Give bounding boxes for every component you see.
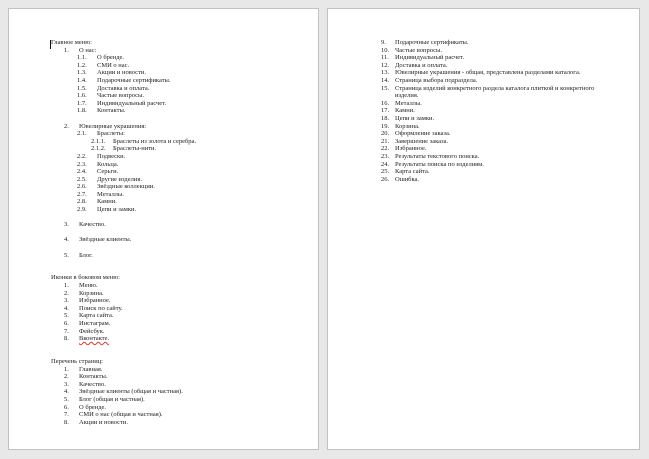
- list-item[interactable]: [64, 328, 307, 336]
- list-item-text: Качество.: [79, 380, 106, 388]
- list-item[interactable]: [64, 297, 307, 305]
- list-item-text: О нас:: [79, 46, 97, 54]
- list-item-text: Результаты текстового поиска.: [395, 152, 480, 160]
- list-item[interactable]: [64, 236, 307, 244]
- list-item-text: Результаты поиска по изделиям.: [395, 160, 484, 168]
- list-item[interactable]: [77, 54, 307, 62]
- list-marker: 2.: [64, 122, 69, 130]
- list-item-text: Индивидуальный расчет.: [97, 99, 167, 107]
- list-item[interactable]: [64, 320, 307, 328]
- blank-line: [51, 350, 307, 358]
- list-item-text: Цепи и замки.: [395, 114, 435, 122]
- list-marker: 5.: [64, 312, 69, 320]
- list-marker: 3.: [64, 221, 69, 229]
- list-marker: 6.: [64, 403, 69, 411]
- list-marker: 2.3.: [77, 160, 87, 168]
- list-marker: 2.: [64, 373, 69, 381]
- list-item[interactable]: [381, 115, 619, 123]
- list-item[interactable]: [77, 77, 307, 85]
- list-item-text: Подарочные сертификаты.: [395, 39, 469, 46]
- page-2-content: [381, 39, 619, 183]
- list-marker: 2.6.: [77, 183, 87, 191]
- list-marker: 2.1.: [77, 130, 87, 138]
- list-item[interactable]: [77, 107, 307, 115]
- page-1-content: [51, 39, 307, 426]
- list-item[interactable]: [381, 161, 619, 169]
- list-marker: 10.: [381, 46, 390, 54]
- list-item-text: СМИ о нас (общая и частная).: [79, 411, 163, 419]
- list-item-text: Контакты.: [97, 107, 126, 115]
- list-item[interactable]: [381, 62, 619, 70]
- list-item-text: Подвески.: [97, 152, 126, 160]
- list-marker: 14.: [381, 76, 390, 84]
- list-item[interactable]: [77, 183, 307, 191]
- list-item-text: О бренде.: [97, 54, 125, 62]
- list-marker: 1.7.: [77, 99, 87, 107]
- list-item[interactable]: [77, 161, 307, 169]
- list-item[interactable]: [77, 191, 307, 199]
- list-marker: 20.: [381, 130, 390, 138]
- list-item[interactable]: [381, 168, 619, 176]
- list-item-text: СМИ о нас.: [97, 61, 130, 69]
- document-page-1[interactable]: [8, 8, 319, 450]
- list-item[interactable]: [64, 123, 307, 131]
- list-marker: 19.: [381, 122, 390, 130]
- list-marker: 25.: [381, 168, 390, 176]
- list-item[interactable]: [91, 138, 307, 146]
- list-item-text: Кольца.: [97, 160, 119, 168]
- list-item[interactable]: [77, 168, 307, 176]
- list-item[interactable]: [64, 305, 307, 313]
- list-item-text: Завершение заказа.: [395, 137, 449, 145]
- list-marker: 21.: [381, 137, 390, 145]
- list-marker: 2.7.: [77, 190, 87, 198]
- section-heading[interactable]: [51, 39, 307, 47]
- list-item-text: Инстаграм.: [79, 319, 111, 327]
- list-item-text: Камни.: [97, 198, 117, 206]
- list-marker: 1.5.: [77, 84, 87, 92]
- list-item-text: О бренде.: [79, 403, 107, 411]
- list-item[interactable]: [64, 373, 307, 381]
- list-marker: 2.8.: [77, 198, 87, 206]
- list-marker: 1.1.: [77, 54, 87, 62]
- list-item[interactable]: [381, 145, 619, 153]
- list-item[interactable]: [381, 130, 619, 138]
- list-item[interactable]: [64, 47, 307, 55]
- list-item[interactable]: [64, 221, 307, 229]
- blank-line: [51, 115, 307, 123]
- list-marker: 1.4.: [77, 76, 87, 84]
- list-item-text: Меню.: [79, 282, 98, 289]
- list-item[interactable]: [381, 69, 619, 77]
- list-marker: 2.1.2.: [91, 145, 106, 153]
- list-item-text: Блог (общая и частная).: [79, 395, 145, 403]
- list-marker: 5.: [64, 395, 69, 403]
- list-marker: 17.: [381, 107, 390, 115]
- list-item-text: Ювелирные украшения - общая, представлена разделами каталога.: [395, 69, 581, 77]
- list-item-text: Блог.: [79, 251, 93, 259]
- list-marker: 2.1.1.: [91, 137, 106, 145]
- list-item-text: Подарочные сертификаты.: [97, 76, 171, 84]
- list-item-text: Корзина.: [395, 122, 420, 130]
- list-marker: 11.: [381, 54, 389, 62]
- list-item-text: Страница выбора подраздела.: [395, 76, 478, 84]
- section-heading[interactable]: [51, 358, 307, 366]
- list-item-text: Избранное.: [79, 297, 111, 305]
- list-item-text: Частые вопросы.: [97, 92, 145, 100]
- list-item-text: Оформление заказа.: [395, 130, 451, 138]
- list-item[interactable]: [381, 107, 619, 115]
- list-marker: 5.: [64, 251, 69, 259]
- list-marker: 2.9.: [77, 206, 87, 214]
- list-item[interactable]: [381, 100, 619, 108]
- list-marker: 2.: [64, 289, 69, 297]
- list-marker: 2.4.: [77, 168, 87, 176]
- blank-line: [51, 343, 307, 351]
- list-marker: 7.: [64, 327, 69, 335]
- list-marker: 24.: [381, 160, 390, 168]
- list-marker: 6.: [64, 319, 69, 327]
- list-item-text: Карта сайта.: [395, 168, 430, 176]
- list-item[interactable]: [77, 100, 307, 108]
- list-item[interactable]: [381, 153, 619, 161]
- list-marker: 13.: [381, 69, 390, 77]
- list-item[interactable]: [77, 69, 307, 77]
- list-marker: 4.: [64, 388, 69, 396]
- list-marker: 1.: [64, 365, 69, 373]
- list-item-text: Индивидуальный расчет.: [395, 54, 465, 62]
- list-item-text: Страница изделий конкретного раздела каталога плиткой и конкретного изделия.: [395, 84, 595, 100]
- list-item-text: Другие изделия.: [97, 175, 142, 183]
- list-item-text: Контакты.: [79, 373, 108, 381]
- list-item-text: Поиск по сайту.: [79, 304, 123, 312]
- list-marker: 4.: [64, 304, 69, 312]
- list-marker: 12.: [381, 61, 390, 69]
- list-item[interactable]: [77, 130, 307, 138]
- list-item[interactable]: [64, 411, 307, 419]
- list-item[interactable]: [77, 198, 307, 206]
- list-item-text: Фейсбук.: [79, 327, 105, 335]
- list-item-text: Серьги.: [97, 168, 119, 176]
- section-heading[interactable]: [51, 274, 307, 282]
- list-marker: 8.: [64, 418, 69, 426]
- list-item[interactable]: [381, 39, 619, 47]
- list-item-text: Доставка и оплата.: [97, 84, 150, 92]
- blank-line: [51, 267, 307, 275]
- list-item-text: Ошибка.: [395, 175, 420, 183]
- heading-text: Перечень страниц:: [51, 357, 103, 365]
- list-item-text: Звёздные клиенты.: [79, 236, 132, 244]
- document-page-2[interactable]: [327, 8, 640, 450]
- list-item[interactable]: [64, 419, 307, 427]
- list-item-text: Частые вопросы.: [395, 46, 443, 54]
- list-item-text: Браслеты-нити.: [113, 145, 157, 153]
- list-item-text: Карта сайта.: [79, 312, 114, 320]
- list-item-text: Корзина.: [79, 289, 104, 297]
- list-marker: 3.: [64, 380, 69, 388]
- list-item-text: Акции и новости.: [97, 69, 147, 77]
- list-marker: 1.: [64, 282, 69, 289]
- list-item[interactable]: [64, 404, 307, 412]
- list-item[interactable]: [77, 62, 307, 70]
- list-marker: 1.6.: [77, 92, 87, 100]
- list-marker: 1.3.: [77, 69, 87, 77]
- blank-line: [51, 214, 307, 222]
- list-item[interactable]: [381, 123, 619, 131]
- list-marker: 26.: [381, 175, 390, 183]
- list-item[interactable]: [64, 335, 307, 343]
- list-item-text: Избранное.: [395, 145, 427, 153]
- list-marker: 1.8.: [77, 107, 87, 115]
- list-item-text: Акции и новости.: [79, 418, 129, 426]
- list-item[interactable]: [381, 47, 619, 55]
- list-item[interactable]: [381, 77, 619, 85]
- list-item[interactable]: [77, 85, 307, 93]
- list-item-text: Браслеты из золота и серебра.: [113, 137, 197, 145]
- list-marker: 16.: [381, 99, 390, 107]
- list-item-text: Звёздные клиенты (общая и частная).: [79, 388, 183, 396]
- list-marker: 15.: [381, 84, 390, 92]
- list-marker: 2.5.: [77, 175, 87, 183]
- list-item[interactable]: [77, 92, 307, 100]
- list-item-text: Цепи и замки.: [97, 206, 137, 214]
- list-item[interactable]: [381, 85, 619, 100]
- list-item[interactable]: [381, 54, 619, 62]
- list-item[interactable]: [77, 176, 307, 184]
- list-marker: 1.2.: [77, 61, 87, 69]
- list-item[interactable]: [77, 153, 307, 161]
- list-item[interactable]: [381, 138, 619, 146]
- list-marker: 9.: [381, 39, 386, 46]
- list-item-text: Камни.: [395, 107, 415, 115]
- list-item[interactable]: [64, 388, 307, 396]
- misspelled-word: Вконтакте.: [79, 335, 110, 343]
- list-item[interactable]: [64, 366, 307, 374]
- list-item[interactable]: [64, 396, 307, 404]
- list-item-text: Металлы.: [395, 99, 422, 107]
- list-item-text: Ювелирные украшения:: [79, 122, 147, 130]
- list-item[interactable]: [91, 145, 307, 153]
- list-item[interactable]: [64, 381, 307, 389]
- list-item-text: Качество.: [79, 221, 106, 229]
- list-item[interactable]: [64, 312, 307, 320]
- list-marker: 3.: [64, 297, 69, 305]
- blank-line: [51, 244, 307, 252]
- blank-line: [51, 259, 307, 267]
- list-item-text: Главная.: [79, 365, 103, 373]
- heading-text: Главное меню:: [51, 39, 92, 46]
- list-item[interactable]: [64, 252, 307, 260]
- list-marker: 8.: [64, 335, 69, 343]
- list-item[interactable]: [64, 282, 307, 290]
- list-marker: 23.: [381, 152, 390, 160]
- list-item[interactable]: [77, 206, 307, 214]
- list-marker: 2.2.: [77, 152, 87, 160]
- heading-text: Иконки в боковом меню:: [51, 274, 120, 282]
- list-marker: 1.: [64, 46, 69, 54]
- list-item[interactable]: [64, 290, 307, 298]
- list-marker: 18.: [381, 114, 390, 122]
- list-item-text: Браслеты:: [97, 130, 125, 138]
- list-item-text: Доставка и оплата.: [395, 61, 448, 69]
- list-marker: 22.: [381, 145, 390, 153]
- list-item-text: Звёздные коллекции.: [97, 183, 155, 191]
- list-marker: 4.: [64, 236, 69, 244]
- list-marker: 7.: [64, 411, 69, 419]
- list-item-text: Металлы.: [97, 190, 124, 198]
- list-item[interactable]: [381, 176, 619, 184]
- blank-line: [51, 229, 307, 237]
